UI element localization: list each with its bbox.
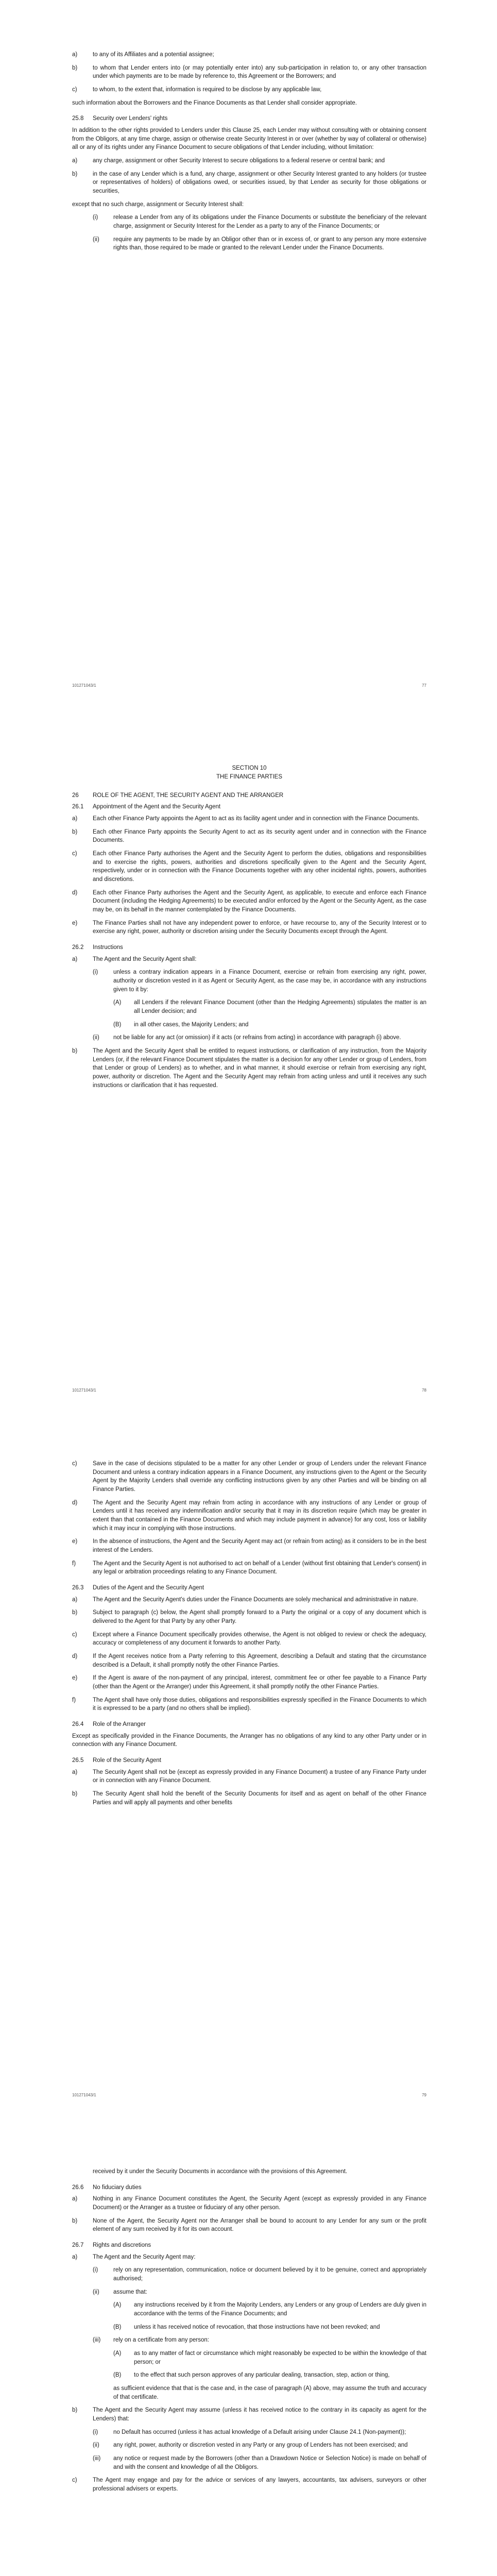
paragraph: as sufficient evidence that that is the case and, in the case of paragraph (A) above, may assume the truth and accuracy of that certificate.	[113, 2385, 426, 2400]
clause-heading: 26 ROLE OF THE AGENT, THE SECURITY AGENT AND THE ARRANGER	[72, 792, 284, 799]
clause-item: a) The Security Agent shall not be (except as expressly provided in any Finance Document) a trustee of any Finance Party under or in connection with any Finance Document.	[72, 1769, 426, 1784]
clause-item: e) In the absence of instructions, the Agent and the Security Agent may act (or refrain from acting) as it considers to be in the best interest of the Lenders.	[72, 1538, 426, 1554]
doc-ref: 101271043/1	[72, 2093, 96, 2098]
clause-heading: 26.1 Appointment of the Agent and the Security Agent	[72, 804, 221, 810]
sub-item: (i) unless a contrary indication appears in a Finance Document, exercise or refrain from exercising any right, power, authority or discretion vested in it as Agent or Security Agent, as the case may be, in accordance with any instructions given to it by:	[93, 969, 426, 993]
paragraph: such information about the Borrowers and the Finance Documents as that Lender shall consider appropriate.	[72, 99, 357, 106]
page-footer	[72, 2092, 426, 2098]
sub-item: (ii) require any payments to be made by an Obligor other than or in excess of, or grant to any person any more extensive rights than, those required to be made or granted to the relevant Lender under the Finance Documents.	[93, 236, 426, 251]
sub-item: (ii) assume that:	[93, 2289, 147, 2295]
page-content	[72, 1460, 426, 1807]
page-content	[72, 50, 426, 252]
document-page-80	[0, 2118, 497, 2576]
clause-item: b) The Agent and the Security Agent shall be entitled to request instructions, or clarification of any instruction, from the Majority Lenders (or, if the relevant Finance Document stipulates the matter is a decision for any other Lender or group of Lenders, from that Lender or group of Lenders) as to whether, and in what manner, it should exercise or refrain from exercising any right, power, authority or discretion. The Agent and the Security Agent may refrain from acting unless and until it receives any such instructions or clarification that it has requested.	[72, 1047, 426, 1089]
clause-item: e) If the Agent is aware of the non-payment of any principal, interest, commitment fee or other fee payable to a Finance Party (other than the Agent or the Arranger) under this Agreement, it shall promptly notify the other Finance Parties.	[72, 1675, 426, 1690]
clause-item: a) The Agent and the Security Agent's duties under the Finance Documents are solely mechanical and administrative in nature.	[72, 1596, 418, 1603]
document-page-79	[0, 1413, 497, 2118]
clause-item: a) any charge, assignment or other Security Interest to secure obligations to a federal reserve or central bank; and	[72, 158, 385, 164]
section-title: SECTION 10 THE FINANCE PARTIES	[216, 765, 282, 781]
clause-item: c) Save in the case of decisions stipulated to be a matter for any other Lender or group of Lenders under the relevant Finance Document and unless a contrary indication appears in a Finance Document, any instructions given to the Agent or the Security Agent by the Majority Lenders shall override any conflicting instructions given by any other Parties and will be binding on all Finance Parties.	[72, 1461, 426, 1493]
clause-heading: 26.6 No fiduciary duties	[72, 2184, 142, 2191]
clause-item: b) Subject to paragraph (c) below, the Agent shall promptly forward to a Party the original or a copy of any document which is delivered to the Agent for that Party by any other Party.	[72, 1609, 426, 1625]
clause-item: c) to whom, to the extent that, information is required to be disclose by any applicable law,	[72, 86, 426, 94]
sub-sub-item: (B) in all other cases, the Majority Lenders; and	[113, 1021, 249, 1028]
sub-item: (ii) not be liable for any act (or omission) if it acts (or refrains from acting) in accordance with paragraph (i) above.	[93, 1035, 401, 1041]
clause-item: a) The Agent and the Security Agent may:	[72, 2253, 196, 2260]
sub-item: (i) release a Lender from any of its obligations under the Finance Documents or substitute the beneficiary of the relevant charge, assignment or Security Interest for the Lender as a party to any of the Finance Documents; or	[93, 214, 426, 230]
paragraph: except that no such charge, assignment or Security Interest shall:	[72, 201, 244, 208]
document-page-77	[0, 0, 497, 708]
clause-item: c) The Agent may engage and pay for the advice or services of any lawyers, accountants, tax advisers, surveyors or other professional advisers or experts.	[72, 2477, 426, 2493]
sub-sub-item: (B) to the effect that such person approves of any particular dealing, transaction, step, action or thing,	[113, 2372, 390, 2379]
clause-item: c) Except where a Finance Document specifically provides otherwise, the Agent is not obliged to review or check the adequacy, accuracy or completeness of any document it forwards to another Party.	[72, 1631, 426, 1647]
sub-sub-item: (B) unless it has received notice of revocation, that those instructions have not been revoked; and	[113, 2324, 380, 2330]
doc-ref: 101271043/1	[72, 683, 96, 688]
paragraph: In addition to the other rights provided to Lenders under this Clause 25, each Lender may without consulting with or obtaining consent from the Obligors, at any time charge, assign or otherwise create Security Interest in or over (whether by way of collateral or otherwise) all or any of its rights under any Finance Document to secure obligations of that Lender including, without limitation:	[72, 127, 426, 151]
sub-item: (i) rely on any representation, communication, notice or document believed by it to be genuine, correct and appropriately authorised;	[93, 2267, 426, 2282]
clause-heading: 25.8 Security over Lenders' rights	[72, 115, 168, 122]
sub-sub-item: (A) all Lenders if the relevant Finance Document (other than the Hedging Agreements) stipulates the matter is an all Lender decision; and	[113, 999, 426, 1014]
clause-item: b) in the case of any Lender which is a fund, any charge, assignment or other Security Interest granted to any holders (or trustee or representatives of holders) of obligations owed, or securities issued, by that Lender as security for those obligations or securities,	[72, 171, 426, 195]
clause-item: d) The Agent and the Security Agent may refrain from acting in accordance with any instructions of any Lender or group of Lenders until it has received any indemnification and/or security that it may in its discretion require (which may be greater in extent than that contained in the Finance Documents and which may include payment in advance) for any cost, loss or liability which it may incur in complying with those instructions.	[72, 1499, 426, 1532]
page-footer	[72, 683, 426, 689]
sub-item: (iii) rely on a certificate from any person:	[93, 2337, 209, 2344]
sub-sub-item: (A) as to any matter of fact or circumstance which might reasonably be expected to be within the knowledge of that person; or	[113, 2350, 426, 2365]
clause-item: b) The Security Agent shall hold the benefit of the Security Documents for itself and as agent on behalf of the other Finance Parties and will apply all payments and other benefits	[72, 1791, 426, 1806]
page-number: 78	[422, 1388, 426, 1393]
clause-item: a) to any of its Affiliates and a potential assignee;	[72, 50, 426, 59]
sub-sub-item: (A) any instructions received by it from the Majority Lenders, any Lenders or any group of Lenders are duly given in accordance with the terms of the Finance Documents; and	[113, 2302, 426, 2317]
clause-item: a) Nothing in any Finance Document constitutes the Agent, the Security Agent (except as expressly provided in any Finance Document) or the Arranger as a trustee or fiduciary of any other person.	[72, 2196, 426, 2211]
clause-item: d) Each other Finance Party authorises the Agent and the Security Agent, as applicable, to execute and enforce each Finance Document (including the Hedging Agreements) to be executed and/or enforced by the Agent or the Security Agent, as the case may be, on its behalf in the manner contemplated by the Finance Documents.	[72, 889, 426, 913]
clause-item: f) The Agent shall have only those duties, obligations and responsibilities expressly specified in the Finance Documents to which it is expressed to be a party (and no others shall be implied).	[72, 1697, 426, 1712]
clause-text: to whom, to the extent that, information is required to be disclose by any applicable law,	[93, 87, 322, 93]
sub-item: (iii) any notice or request made by the Borrowers (other than a Drawdown Notice or Selection Notice) is made on behalf of and with the consent and knowledge of all the Obligors.	[93, 2455, 426, 2470]
clause-item: a) The Agent and the Security Agent shall:	[72, 956, 197, 962]
paragraph: Except as specifically provided in the Finance Documents, the Arranger has no obligations of any kind to any other Party under or in connection with any Finance Document.	[72, 1733, 426, 1748]
clause-item: b) Each other Finance Party appoints the Security Agent to act as its security agent under and in connection with the Finance Documents.	[72, 828, 426, 844]
document-page-78	[0, 708, 497, 1413]
clause-item: e) The Finance Parties shall not have any independent power to enforce, or have recourse to, any of the Security Interest or to exercise any right, power, authority or discretion arising under the Security Documents except through the Agent.	[72, 920, 426, 935]
clause-heading: 26.4 Role of the Arranger	[72, 1721, 146, 1728]
clause-text: to any of its Affiliates and a potential assignee;	[93, 52, 214, 58]
clause-heading: 26.3 Duties of the Agent and the Security Agent	[72, 1585, 204, 1591]
page-number: 79	[422, 2093, 426, 2098]
clause-item: b) The Agent and the Security Agent may assume (unless it has received notice to the contrary in its capacity as agent for the Lenders) that:	[72, 2407, 426, 2422]
clause-heading: 26.7 Rights and discretions	[72, 2242, 151, 2249]
clause-item: c) Each other Finance Party authorises the Agent and the Security Agent to perform the duties, obligations and responsibilities and to exercise the rights, powers, authorities and discretions specifically given to the Agent and the Security Agent, respectively, under or in connection with the Finance Documents together with any other incidental rights, powers, authorities and discretions.	[72, 850, 426, 883]
page-footer	[72, 1387, 426, 1394]
doc-ref: 101271043/1	[72, 1388, 96, 1393]
page-content	[72, 2167, 426, 2494]
page-number: 77	[422, 683, 426, 688]
clause-item: a) Each other Finance Party appoints the Agent to act as its facility agent under and in connection with the Finance Documents.	[72, 815, 420, 822]
clause-item: d) If the Agent receives notice from a Party referring to this Agreement, describing a Default and stating that the circumstance described is a Default, it shall promptly notify the other Finance Parties.	[72, 1653, 426, 1668]
clause-heading: 26.5 Role of the Security Agent	[72, 1757, 161, 1764]
clause-item: b) to whom that Lender enters into (or may potentially enter into) any sub-participation in relation to, or any other transaction under which payments are to be made by reference to, this Agreement or the Borrowers; and	[72, 64, 426, 81]
clause-text: to whom that Lender enters into (or may potentially enter into) any sub-participation in relation to, or any other transaction under which payments are to be made by reference to, this Agreement or the Borrowers; and	[93, 64, 426, 80]
sub-item: (ii) any right, power, authority or discretion vested in any Party or any group of Lenders has not been exercised; and	[93, 2442, 408, 2449]
clause-item: b) None of the Agent, the Security Agent nor the Arranger shall be bound to account to any Lender for any sum or the profit element of any sum received by it for its own account.	[72, 2217, 426, 2233]
paragraph: received by it under the Security Documents in accordance with the provisions of this Agreement.	[93, 2168, 348, 2175]
page-content	[72, 764, 426, 1090]
clause-heading: 26.2 Instructions	[72, 944, 123, 951]
sub-item: (i) no Default has occurred (unless it has actual knowledge of a Default arising under Clause 24.1 (Non-payment));	[93, 2429, 406, 2435]
clause-item: f) The Agent and the Security Agent is not authorised to act on behalf of a Lender (without first obtaining that Lender's consent) in any legal or arbitration proceedings relating to any Finance Document.	[72, 1560, 426, 1575]
